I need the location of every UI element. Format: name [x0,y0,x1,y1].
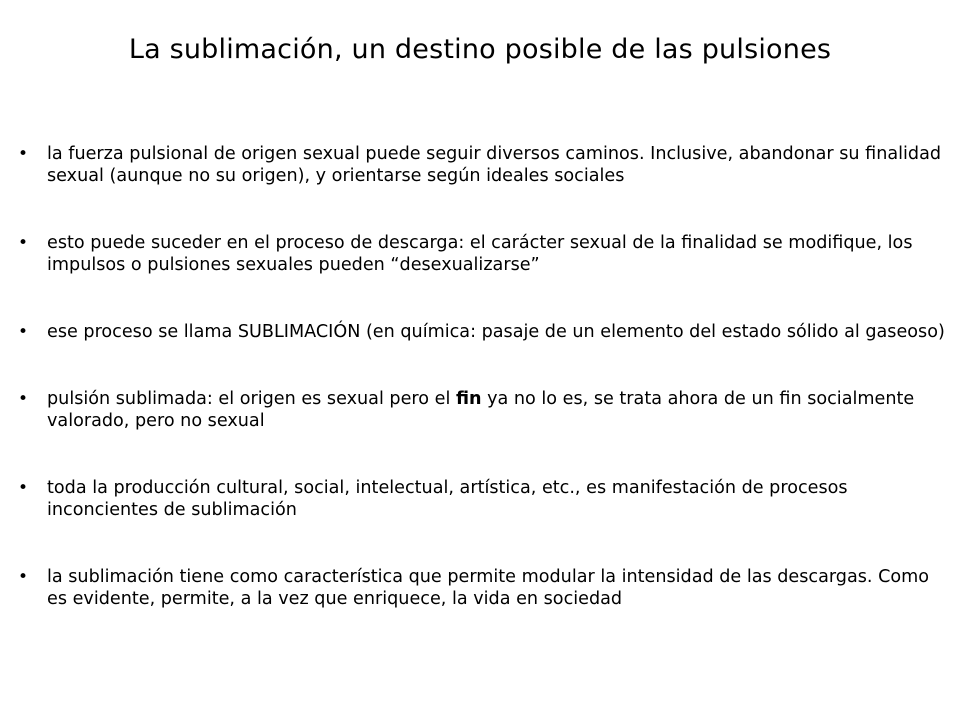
bullet-text: toda la producción cultural, social, intelectual, artística, etc., es manifestación de procesos inconcientes de sublimación [47,478,848,520]
bullet-marker: • [18,478,29,498]
bullet-text-part: pulsión sublimada: el origen es sexual pero el [47,389,456,409]
bullet-bold-word: fin [455,389,482,409]
bullet-marker: • [18,322,29,342]
bullet-text: esto puede suceder en el proceso de descarga: el carácter sexual de la finalidad se modifique, los impulsos o pulsiones sexuales pueden “desexualizarse” [47,233,913,275]
bullet-item [18,143,947,187]
bullet-text: la sublimación tiene como característica que permite modular la intensidad de las descargas. Como es evidente, permite, a la vez que enriquece, la vida en sociedad [47,567,930,609]
bullet-marker: • [18,233,29,253]
slide-title: La sublimación, un destino posible de las pulsiones [128,34,832,65]
bullet-text: ese proceso se llama SUBLIMACIÓN (en química: pasaje de un elemento del estado sólido al gaseoso) [47,322,945,342]
bullet-marker: • [18,567,29,587]
bullet-item [18,566,947,610]
bullet-item [18,321,947,343]
bullet-marker: • [18,389,29,409]
bullet-item [18,232,947,276]
bullet-text: la fuerza pulsional de origen sexual puede seguir diversos caminos. Inclusive, abandonar su finalidad sexual (aunque no su origen), y orientarse según ideales sociales [47,144,942,186]
bullet-marker: • [18,144,29,164]
bullet-list [0,143,960,610]
bullet-item [18,477,947,521]
bullet-text-part: ya no lo es, se trata ahora de un fin socialmente valorado, pero no sexual [47,389,915,431]
bullet-item [18,388,947,432]
